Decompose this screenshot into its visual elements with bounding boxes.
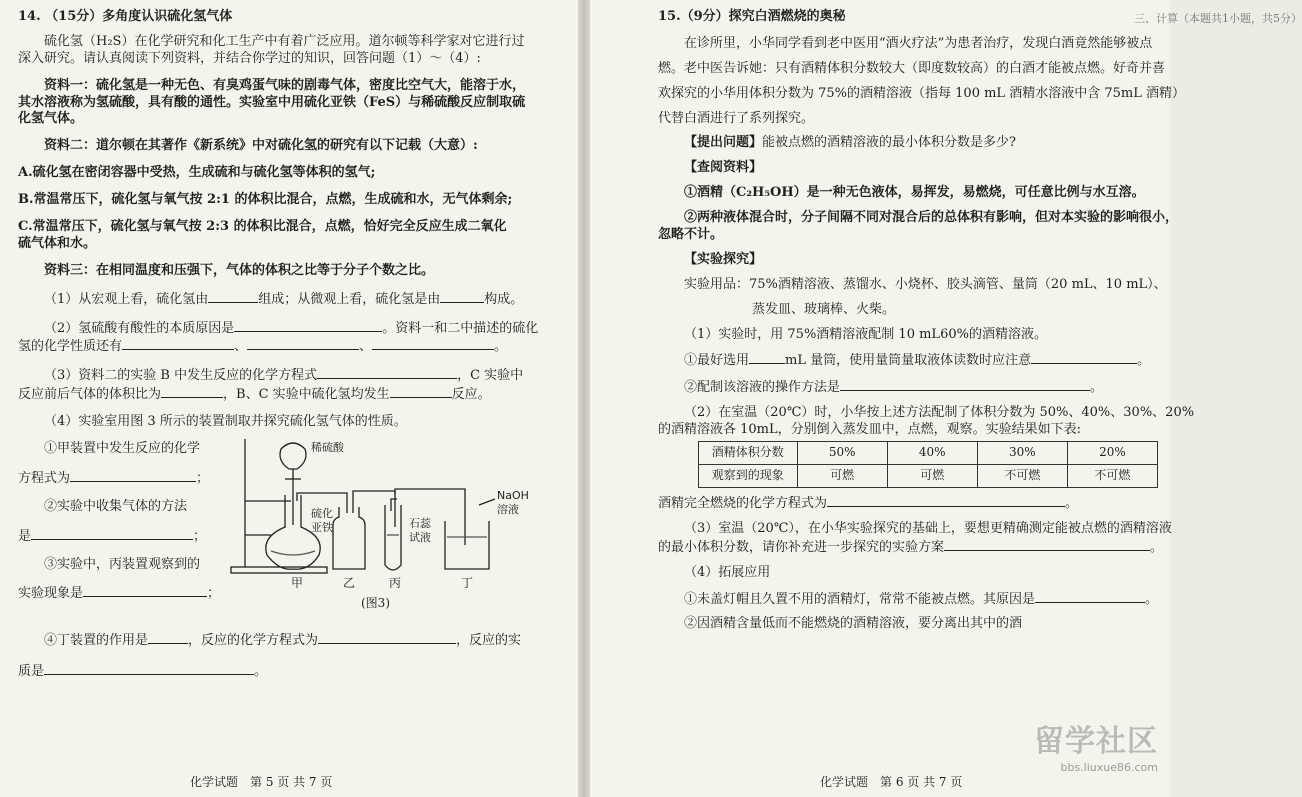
label-iron-sulfide-1: 硫化 — [311, 507, 333, 521]
answer-blank[interactable] — [148, 631, 188, 644]
material-2-item-c-line1: C.常温常压下，硫化氢与氧气按 2:3 的体积比混合，点燃，恰好完全反应生成二氧化 — [18, 219, 507, 235]
q15-step-4: （4）拓展应用 — [684, 564, 771, 580]
results-table — [698, 441, 1158, 488]
watermark-logo: 留学社区 — [1034, 723, 1158, 759]
q14-part-2-line1: （2）氢硫酸有酸性的本质原因是 。资料一和二中描述的硫化 — [44, 320, 539, 336]
material-1-line2: 其水溶液称为氢硫酸，具有酸的通性。实验室中用硫化亚铁（FeS）与稀硫酸反应制取硫 — [18, 94, 526, 110]
table-cell: 40% — [887, 442, 977, 465]
stand-base — [231, 567, 327, 573]
q15-step-3-line1: （3）室温（20℃），在小华实验探究的基础上，要想更精确测定能被点燃的酒精溶液 — [684, 520, 1172, 536]
q15-reference-1: ①酒精（C₂H₅OH）是一种无色液体，易挥发，易燃烧，可任意比例与水互溶。 — [684, 185, 1145, 201]
q4-item-4-line1: ④丁装置的作用是 ，反应的化学方程式为 ，反应的实 — [44, 633, 522, 649]
q4-item-2-line1: ②实验中收集气体的方法 — [44, 498, 188, 514]
answer-blank[interactable] — [83, 584, 207, 597]
q15-reference-2-line2: 忽略不计。 — [658, 227, 724, 243]
page-footer-left: 化学试题 第 5 页 共 7 页 — [190, 775, 333, 790]
q15-intro-line2: 燃。老中医告诉她：只有酒精体积分数较大（即度数较高）的白酒才能被点燃。好奇并喜 — [658, 60, 1166, 76]
q15-materials-line1: 实验用品：75%酒精溶液、蒸馏水、小烧杯、胶头滴管、量筒（20 mL、10 mL）、 — [684, 276, 1167, 292]
label-iron-sulfide-2: 亚铁 — [311, 521, 333, 535]
next-column-header-strip: 三、计算（本题共1小题，共5分） — [1134, 12, 1302, 25]
label-litmus-1: 石蕊 — [409, 517, 431, 531]
q15-intro-line1: 在诊所里，小华同学看到老中医用“酒火疗法”为患者治疗，发现白酒竟然能够被点 — [684, 35, 1153, 51]
answer-blank[interactable] — [208, 290, 258, 303]
gas-bottle-yi — [333, 507, 365, 569]
q15-references-heading: 【查阅资料】 — [684, 160, 763, 176]
page-footer-right: 化学试题 第 6 页 共 7 页 — [820, 775, 963, 790]
answer-blank[interactable] — [749, 351, 785, 364]
q14-part-3-line2: 反应前后气体的体积比为 ，B、C 实验中硫化氢均发生 反应。 — [18, 387, 491, 403]
table-cell: 可燃 — [887, 465, 977, 488]
beaker-ding — [445, 521, 489, 569]
table-header-cell: 酒精体积分数 — [699, 442, 798, 465]
q4-item-3-line1: ③实验中，丙装置观察到的 — [44, 556, 201, 572]
page-gutter — [578, 0, 590, 797]
material-2-item-b: B.常温常压下，硫化氢与氧气按 2:1 的体积比混合，点燃，生成硫和水，无气体剩余; — [18, 192, 513, 208]
question-15-title: 15.（9分）探究白酒燃烧的奥秘 — [658, 9, 846, 24]
exam-page-5 — [0, 0, 578, 797]
q14-part-2-line2: 氢的化学性质还有 、 、 。 — [18, 339, 508, 355]
answer-blank[interactable] — [317, 366, 457, 379]
table-row — [699, 442, 1158, 465]
apparatus-figure-3 — [223, 435, 553, 615]
watermark-url: bbs.liuxue86.com — [1060, 760, 1158, 774]
answer-blank[interactable] — [247, 337, 359, 350]
q15-step-4b: ②因酒精含量低而不能燃烧的酒精溶液，要分离出其中的酒 — [684, 616, 1023, 632]
q14-part-4-items — [18, 441, 221, 614]
q15-step-1b: ②配制该溶液的操作方法是 。 — [684, 380, 1104, 396]
figure-caption: (图3) — [361, 596, 390, 611]
answer-blank[interactable] — [70, 469, 196, 482]
exam-page-6 — [590, 0, 1302, 797]
label-litmus-2: 试液 — [409, 531, 431, 545]
q15-reference-2-line1: ②两种液体混合时，分子间隔不同对混合后的总体积有影响，但对本实验的影响很小， — [684, 210, 1179, 226]
q4-item-2-line2: 是 ； — [18, 528, 207, 544]
label-naoh-1: NaOH — [497, 489, 529, 503]
q14-intro-line2: 深入研究。请认真阅读下列资料，并结合你学过的知识，回答问题（1）～（4）: — [18, 50, 481, 66]
answer-blank[interactable] — [161, 385, 223, 398]
answer-blank[interactable] — [440, 290, 484, 303]
table-header-cell: 观察到的现象 — [699, 465, 798, 488]
material-1-line1: 资料一：硫化氢是一种无色、有臭鸡蛋气味的剧毒气体，密度比空气大，能溶于水， — [44, 77, 526, 93]
answer-blank[interactable] — [1035, 590, 1145, 603]
q4-item-1-line1: ①甲装置中发生反应的化学 — [44, 441, 201, 457]
q14-part-3-line1: （3）资料二的实验 B 中发生反应的化学方程式 ，C 实验中 — [44, 368, 524, 384]
question-14-title: 14. （15分）多角度认识硫化氢气体 — [18, 9, 233, 24]
answer-blank[interactable] — [827, 494, 1065, 507]
test-tube-bing — [385, 505, 401, 570]
q4-item-3-line2: 实验现象是 ； — [18, 586, 221, 602]
q14-intro-line1: 硫化氢（H₂S）在化学研究和化工生产中有着广泛应用。道尔顿等科学家对它进行过 — [44, 33, 525, 49]
answer-blank[interactable] — [390, 385, 452, 398]
label-dilute-sulfuric-acid: 稀硫酸 — [311, 441, 344, 455]
answer-blank[interactable] — [944, 538, 1150, 551]
q15-step-3-line2: 的最小体积分数，请你补充进一步探究的实验方案 。 — [658, 539, 1164, 555]
label-bing: 丙 — [389, 576, 402, 591]
q15-step-1a: ①最好选用 mL 量筒，使用量筒量取液体读数时应注意 。 — [684, 353, 1151, 369]
table-cell: 不可燃 — [1067, 465, 1157, 488]
q14-part-1: （1）从宏观上看，硫化氢由 组成；从微观上看，硫化氢是由 构成。 — [44, 291, 524, 307]
answer-blank[interactable] — [122, 337, 234, 350]
q15-step-4a: ①未盖灯帽且久置不用的酒精灯，常常不能被点燃。其原因是 。 — [684, 591, 1159, 607]
q15-step-2-line2: 的酒精溶液各 10mL，分别倒入蒸发皿中，点燃，观察。实验结果如下表: — [658, 422, 1082, 438]
table-cell: 可燃 — [797, 465, 887, 488]
answer-blank[interactable] — [1031, 351, 1137, 364]
q14-part-4: （4）实验室用图 3 所示的装置制取并探究硫化氢气体的性质。 — [44, 414, 407, 430]
answer-blank[interactable] — [234, 319, 382, 332]
q4-item-1-line2: 方程式为 ； — [18, 470, 210, 486]
table-row — [699, 465, 1158, 488]
q15-step-1: （1）实验时，用 75%酒精溶液配制 10 mL60%的酒精溶液。 — [684, 326, 1047, 342]
q15-experiment-heading: 【实验探究】 — [684, 251, 763, 267]
q15-problem: 【提出问题】能被点燃的酒精溶液的最小体积分数是多少? — [684, 135, 1016, 151]
table-cell: 30% — [977, 442, 1067, 465]
label-naoh-2: 溶液 — [497, 503, 519, 517]
q15-step-2-line1: （2）在室温（20℃）时，小华按上述方法配制了体积分数为 50%、40%、30%、20% — [684, 405, 1195, 421]
table-cell: 不可燃 — [977, 465, 1067, 488]
material-1-line3: 化氢气体。 — [18, 111, 84, 127]
answer-blank[interactable] — [840, 378, 1090, 391]
answer-blank[interactable] — [372, 337, 494, 350]
material-3: 资料三：在相同温度和压强下，气体的体积之比等于分子个数之比。 — [44, 262, 435, 278]
separatory-funnel — [280, 443, 306, 469]
table-cell: 50% — [797, 442, 887, 465]
q15-intro-line4: 代替白酒进行了系列探究。 — [658, 110, 815, 126]
answer-blank[interactable] — [31, 527, 193, 540]
q15-equation-line: 酒精完全燃烧的化学方程式为 。 — [658, 496, 1079, 512]
q15-materials-line2: 蒸发皿、玻璃棒、火柴。 — [752, 301, 896, 317]
answer-blank[interactable] — [44, 662, 254, 675]
material-2-item-a: A.硫化氢在密闭容器中受热，生成硫和与硫化氢等体积的氢气; — [18, 165, 376, 181]
label-yi: 乙 — [343, 576, 356, 591]
table-cell: 20% — [1067, 442, 1157, 465]
answer-blank[interactable] — [318, 631, 456, 644]
label-jia: 甲 — [291, 576, 304, 591]
label-ding: 丁 — [461, 576, 474, 591]
site-watermark — [1034, 722, 1158, 775]
q14-part-4-with-figure — [18, 441, 566, 631]
material-2-heading: 资料二：道尔顿在其著作《新系统》中对硫化氢的研究有以下记载（大意）: — [44, 138, 478, 154]
q4-item-4-line2: 质是 。 — [18, 663, 268, 679]
q15-intro-line3: 欢探究的小华用体积分数为 75%的酒精溶液（指每 100 mL 酒精水溶液中含 75mL 酒精） — [658, 85, 1185, 101]
material-2-item-c-line2: 硫气体和水。 — [18, 235, 97, 251]
